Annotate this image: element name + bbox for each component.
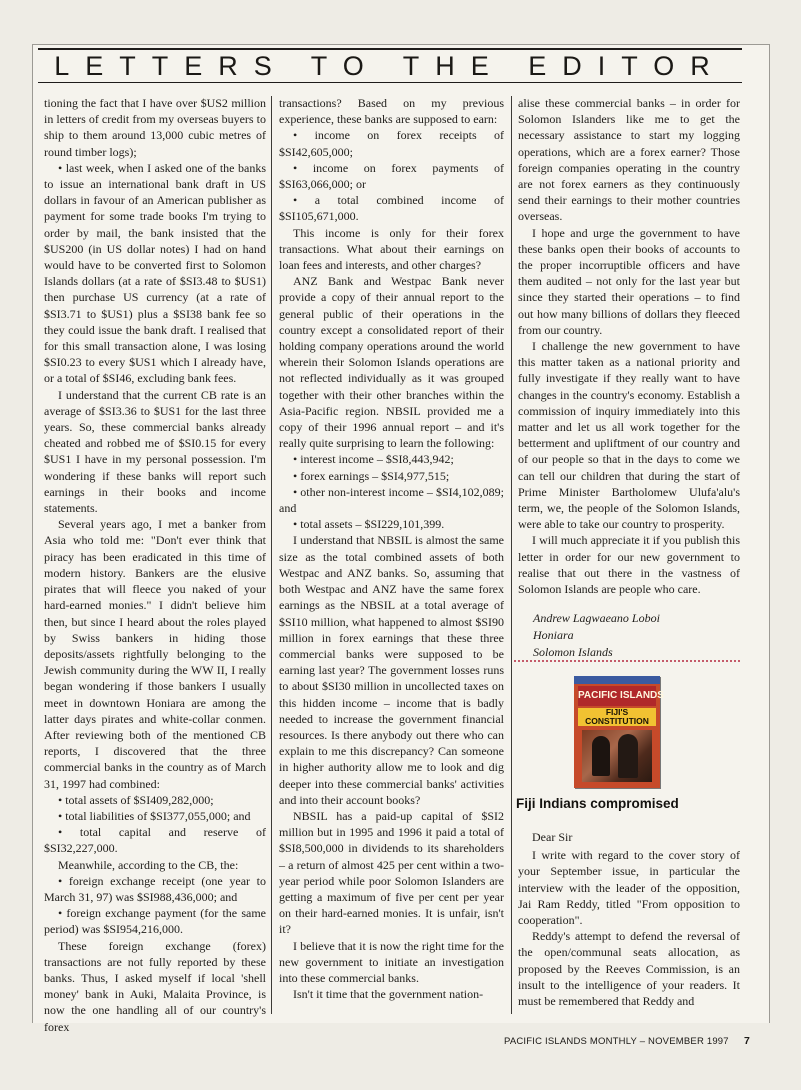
bullet-item: • total assets – $SI229,101,399. [293, 517, 445, 532]
bullet-item: • interest income – $SI8,443,942; [293, 452, 454, 467]
signature-country: Solomon Islands [533, 645, 613, 659]
paragraph: NBSIL has a paid-up capital of $SI2 million but in 1995 and 1996 it paid a total of $SI8,500,000 in dividends to its shareholders – a return of almost 425 per cent within a two-year period while poor Solomon Islanders are getting a maximum of five per cent per year on their hard-earned monies. It is unfair, isn't it? [279, 808, 504, 937]
cover-headline: FIJI'S CONSTITUTION [578, 708, 656, 726]
magazine-cover-thumbnail [574, 676, 664, 788]
paragraph: I understand that NBSIL is almost the same size as the total combined assets of both Westpac and ANZ banks. So, assuming that both Westpac and ANZ have the same forex earnings as the NBSIL at a total average of $SI10 million, what happened to almost $SI90 million in forex earnings that these three commercial banks were supposed to be earning last year? The government losses runs to about $SI30 million in uncollected taxes on this hidden income – income that is badly needed to increase the government financial resources. Is there anybody out there who can explain to me this discrepancy? Can someone in higher authority allow me to look and dig deeper into these commercial banks' activities and into their account books? [279, 533, 504, 807]
paragraph: Meanwhile, according to the CB, the: [58, 857, 239, 872]
section-header: LETTERS TO THE EDITOR [54, 51, 726, 81]
signature-city: Honiara [533, 628, 574, 642]
bullet-item: • income on forex receipts of $SI42,605,000; [279, 128, 504, 159]
paragraph: Isn't it time that the government nation- [293, 987, 484, 1002]
bullet-item: • other non-interest income – $SI4,102,089; and [279, 484, 504, 516]
paragraph: This income is only for their forex transactions. What about their earnings on loan fees and interests, and other charges? [279, 225, 504, 273]
paragraph: I write with regard to the cover story of your September issue, in particular the interview with the leader of the opposition, Jai Ram Reddy, titled "From opposition to cooperation". [518, 848, 740, 928]
header-rule-bottom [38, 82, 742, 83]
paragraph: transactions? Based on my previous experience, these banks are supposed to earn: [279, 96, 504, 127]
cover-figure [592, 736, 610, 776]
paragraph: tioning the fact that I have over $US2 million in letters of credit from my overseas buyers to ship to them around 13,000 cubic metres of round timber logs); [44, 96, 266, 159]
paragraph: alise these commercial banks – in order for Solomon Islanders like me to get the necessary assistance to start my logging operations, which are a forex earner? Those foreign companies operating in the country are not forex earners as they continuously send their earnings to their mother countries overseas. [518, 96, 740, 224]
salutation: Dear Sir [532, 830, 573, 844]
bullet-item: • income on forex payments of $SI63,066,000; or [279, 160, 504, 192]
paragraph: I believe that it is now the right time for the new government to initiate an investigation into these commercial banks. [279, 938, 504, 985]
paragraph: I hope and urge the government to have these banks open their books of accounts to the proper incorruptible officers and have them audited – not only for the last year but since they started their operations – to find out how many billions of dollars they fleeced from our country. [518, 225, 740, 337]
paragraph: These foreign exchange (forex) transactions are not fully reported by these banks. Thus, I asked myself if local 'shell money' bank in Auki, Malaita Province, is now the one handling all of our country's forex [44, 938, 266, 1034]
letter-signature [533, 610, 660, 661]
paragraph: I will much appreciate it if you publish this letter in order for our new government to realise that out there in the vastness of Solomon Islands are people who care. [518, 533, 740, 597]
paragraph: I understand that the current CB rate is an average of $SI3.36 to $US1 for the last three years. So, these commercial banks already cheated and robbed me of $SI0.15 for every $US1 I have in my personal possession. I'm wondering if these banks will report such earnings in their books and income statements. [44, 387, 266, 516]
bullet-item: • total assets of $SI409,282,000; [58, 792, 214, 807]
bullet-item: • forex earnings – $SI4,977,515; [293, 468, 450, 483]
paragraph: Reddy's attempt to defend the reversal of the open/communal seats allocation, as proposed by the Reeves Commission, is an insult to the intelligence of your readers. It must be remembered that Reddy and [518, 929, 740, 1009]
bullet-paragraph: • last week, when I asked one of the banks to issue an international bank draft in US dollars in favour of an American publisher as payment for some trade books I'm trying to order by mail, the bank insisted that the $US200 (in US dollar notes) I had on hand would have to be converted first to Solomon Islands dollars (at a rate of $SI3.48 to $US1) then purchase US currency (at a rate of $SI3.71 to $US1) plus a $SI38 bank fee so they could issue the bank draft. I realised that for this small transaction alone, I was losing $SI0.23 to every $US1 which I already have, or a total of $SI46, excluding bank fees. [44, 160, 266, 386]
cover-top-strip [574, 676, 660, 684]
column-2 [279, 95, 504, 1013]
dotted-separator [514, 660, 740, 662]
bullet-item: • foreign exchange payment (for the same period) was $SI954,216,000. [44, 906, 266, 937]
paragraph: I challenge the new government to have this matter taken as a national priority and fully investigate if they really want to have changes in the country's economy. Establish a commission of inquiry immediately into this matter and let us all work together for the betterment and upliftment of our country and of our people so that in the days to come we can tell our children that during the start of Prime Minister Bartholomew Ulufa'alu's term, we, the people of the Solomon Islands, were able to take our country to prosperity. [518, 339, 740, 532]
bullet-item: • foreign exchange receipt (one year to March 31, 97) was $SI988,436,000; and [44, 873, 266, 904]
running-footer: PACIFIC ISLANDS MONTHLY – NOVEMBER 1997 [504, 1036, 729, 1047]
paragraph: Several years ago, I met a banker from Asia who told me: "Don't ever think that piracy has been eradicated in this time of modern history. Bankers are the elusive pirates that will fleece you naked of your hard-earned monies." I didn't believe him then, but since I heard about the roles played by Swiss bankers in hiding those deposits/assets rightfully belonging to the Jewish community during the WW II, I really began wondering if those bankers I usually meet in downtown Honiara are among the latter days pirates and white-collar conmen. After reviewing both of the mentioned CB reports, I discovered that the three commercial banks in the country as of March 31, 1997 had combined: [44, 517, 266, 791]
column-divider-2 [511, 96, 512, 1014]
bullet-item: • total liabilities of $SI377,055,000; and [58, 808, 251, 823]
cover-figure [618, 734, 638, 778]
column-divider-1 [271, 96, 272, 1014]
cover-masthead: PACIFIC ISLANDS [578, 686, 656, 706]
paragraph: ANZ Bank and Westpac Bank never provide a copy of their annual report to the general public of their operations in the country except a consolidated report of their holding company operations around the world wherein their Solomon Islands operations are not reflected individually as it was grouped together with their other branches within the Asia-Pacific region. NBSIL provided me a copy of their 1996 annual report – and it's really quite surprising to learn the following: [279, 274, 504, 451]
letter-2-body [518, 829, 740, 1015]
bullet-item: • total capital and reserve of $SI32,227,000. [44, 825, 266, 856]
column-3 [518, 95, 740, 625]
letter-headline: Fiji Indians compromised [516, 796, 679, 811]
page-number: 7 [744, 1035, 750, 1047]
column-1 [44, 95, 266, 1034]
signature-name: Andrew Lagwaeano Loboi [533, 611, 660, 625]
bullet-item: • a total combined income of $SI105,671,000. [279, 193, 504, 224]
